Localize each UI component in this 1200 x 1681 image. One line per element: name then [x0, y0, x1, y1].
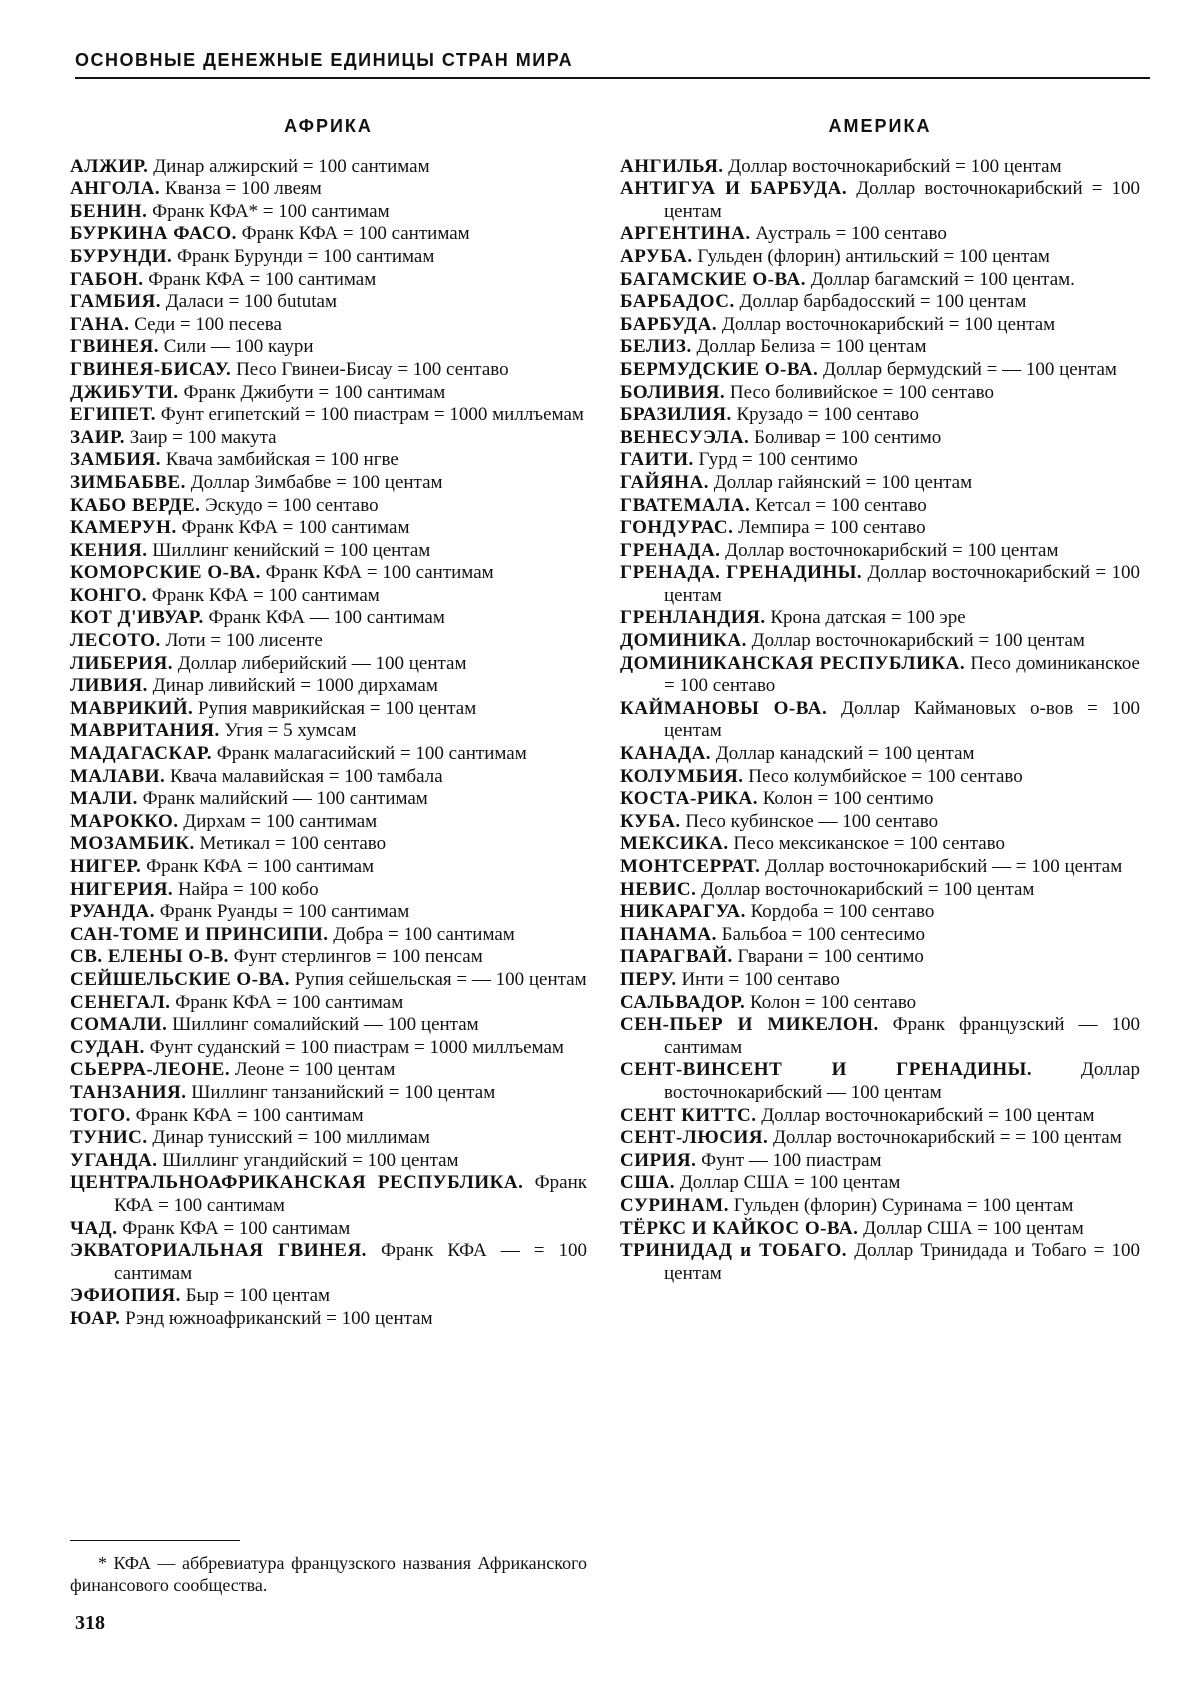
africa-entry — [70, 1150, 587, 1173]
country-name: СЬЕРРА-ЛЕОНЕ. — [70, 1059, 231, 1081]
country-name: БЕРМУДСКИЕ О-ВА. — [620, 358, 819, 380]
country-name: МОНТСЕРРАТ. — [620, 856, 761, 877]
country-name: СЕНТ КИТТС. — [620, 1104, 757, 1126]
africa-entry — [70, 291, 587, 314]
country-name: США. — [620, 1172, 676, 1194]
country-name: ГАБОН. — [70, 268, 144, 290]
africa-entry — [70, 404, 587, 427]
country-name: БАГАМСКИЕ О-ВА. — [620, 268, 806, 290]
america-entry — [620, 1150, 1140, 1173]
country-name: КАБО ВЕРДЕ. — [70, 494, 201, 516]
currency-description: Динар ливийский = 1000 дирхамам — [152, 675, 438, 697]
country-name: НИГЕР. — [70, 856, 142, 877]
africa-entry — [70, 472, 587, 495]
country-name: ЕГИПЕТ. — [70, 404, 157, 426]
currency-description: Франк КФА — 100 сантимам — [208, 607, 445, 629]
country-name: РУАНДА. — [70, 901, 155, 923]
footnote — [70, 1540, 587, 1596]
africa-entry — [70, 314, 587, 337]
africa-entry — [70, 540, 587, 563]
country-name: ДЖИБУТИ. — [70, 381, 179, 403]
currency-description: Франк КФА = 100 сантимам — [148, 268, 377, 290]
africa-entry — [70, 607, 587, 630]
country-name: ЛЕСОТО. — [70, 630, 161, 652]
country-name: МАВРИТАНИЯ. — [70, 720, 220, 742]
country-name: БЕЛИЗ. — [620, 336, 692, 358]
country-name: БАРБАДОС. — [620, 291, 735, 313]
africa-entry — [70, 630, 587, 653]
currency-description: Рэнд южноафриканский = 100 центам — [125, 1307, 433, 1329]
country-name: САН-ТОМЕ И ПРИНСИПИ. — [70, 923, 329, 945]
currency-description: Фунт стерлингов = 100 пенсам — [233, 946, 483, 968]
country-name: ГАНА. — [70, 313, 130, 335]
america-entry — [620, 1218, 1140, 1241]
africa-entry — [70, 1059, 587, 1082]
currency-description: Гульден (флорин) Суринама = 100 центам — [733, 1194, 1074, 1216]
country-name: ГРЕНЛАНДИЯ. — [620, 607, 766, 629]
america-entry — [620, 924, 1140, 947]
africa-entry — [70, 653, 587, 676]
currency-description: Доллар восточнокарибский — = 100 центам — [765, 856, 1123, 877]
currency-description: Доллар Белиза = 100 центам — [696, 336, 927, 358]
currency-description: Франк КФА = 100 сантимам — [114, 1172, 587, 1216]
page-number: 318 — [75, 1612, 105, 1634]
country-name: ЛИБЕРИЯ. — [70, 652, 174, 674]
america-entry — [620, 449, 1140, 472]
country-name: МАДАГАСКАР. — [70, 743, 212, 765]
america-entry — [620, 336, 1140, 359]
america-entry — [620, 382, 1140, 405]
currency-description: Квача замбийская = 100 нгве — [165, 449, 399, 471]
country-name: АНТИГУА И БАРБУДА. — [620, 178, 848, 200]
country-name: СЕНТ-ВИНСЕНТ И ГРЕНАДИНЫ. — [620, 1059, 1033, 1081]
country-name: БУРКИНА ФАСО. — [70, 223, 237, 245]
africa-entry — [70, 1172, 587, 1217]
country-name: КОТ Д'ИВУАР. — [70, 607, 204, 629]
currency-description: Динар тунисский = 100 миллимам — [152, 1127, 430, 1149]
africa-entry — [70, 788, 587, 811]
africa-entry — [70, 562, 587, 585]
currency-description: Доллар восточнокарибский = 100 центам — [761, 1104, 1095, 1126]
america-entry — [620, 992, 1140, 1015]
country-name: КЕНИЯ. — [70, 539, 148, 561]
africa-entry — [70, 811, 587, 834]
country-name: СЕЙШЕЛЬСКИЕ О-ВА. — [70, 968, 290, 990]
country-name: АНГИЛЬЯ. — [620, 155, 724, 177]
america-entry — [620, 495, 1140, 518]
africa-entry — [70, 382, 587, 405]
africa-entry — [70, 1014, 587, 1037]
country-name: ТЁРКС И КАЙКОС О-ВА. — [620, 1217, 859, 1239]
currency-description: Франк КФА = 100 сантимам — [265, 562, 494, 584]
currency-description: Быр = 100 центам — [185, 1285, 331, 1307]
country-name: ГВИНЕЯ. — [70, 336, 159, 358]
africa-entry — [70, 156, 587, 179]
currency-description: Франк КФА = 100 сантимам — [135, 1104, 364, 1126]
currency-description: Доллар восточнокарибский = 100 центам — [728, 155, 1062, 177]
country-name: НЕВИС. — [620, 878, 697, 900]
america-entry — [620, 1172, 1140, 1195]
currency-description: Фунт суданский = 100 пиастрам = 1000 миллъемам — [149, 1036, 564, 1058]
currency-description: Гварани = 100 сентимо — [737, 946, 924, 968]
america-entry — [620, 156, 1140, 179]
currency-description: Гульден (флорин) антильский = 100 центам — [697, 245, 1050, 267]
currency-description: Франк малагасийский = 100 сантимам — [216, 743, 527, 765]
america-entry — [620, 562, 1140, 607]
country-name: АНГОЛА. — [70, 178, 161, 200]
america-entry — [620, 359, 1140, 382]
country-name: МАВРИКИЙ. — [70, 697, 194, 719]
america-entry — [620, 1127, 1140, 1150]
africa-entry — [70, 901, 587, 924]
country-name: ТАНЗАНИЯ. — [70, 1081, 187, 1103]
country-name: АРГЕНТИНА. — [620, 223, 751, 245]
africa-entry — [70, 743, 587, 766]
america-entry — [620, 833, 1140, 856]
currency-description: Песо колумбийское = 100 сентаво — [748, 765, 1023, 787]
country-name: ГАЙЯНА. — [620, 471, 709, 493]
america-entry — [620, 1014, 1140, 1059]
america-entry — [620, 1059, 1140, 1104]
currency-description: Доллар восточнокарибский — 100 центам — [664, 1059, 1141, 1103]
currency-description: Фунт — 100 пиастрам — [701, 1149, 882, 1171]
country-name: ПАРАГВАЙ. — [620, 946, 733, 968]
country-name: ГВИНЕЯ-БИСАУ. — [70, 358, 232, 380]
africa-entry — [70, 359, 587, 382]
country-name: САЛЬВАДОР. — [620, 991, 746, 1013]
currency-description: Колон = 100 сентимо — [762, 788, 934, 810]
america-entry — [620, 1105, 1140, 1128]
country-name: МАЛАВИ. — [70, 765, 166, 787]
africa-entry — [70, 495, 587, 518]
currency-description: Доллар США = 100 центам — [679, 1172, 901, 1194]
africa-entry — [70, 585, 587, 608]
currency-description: Песо Гвинеи-Бисау = 100 сентаво — [236, 358, 509, 380]
america-entry — [620, 427, 1140, 450]
currency-description: Квача малавийская = 100 тамбала — [169, 765, 443, 787]
currency-description: Найра = 100 кобо — [177, 878, 319, 900]
africa-entry — [70, 766, 587, 789]
country-name: УГАНДА. — [70, 1149, 158, 1171]
currency-description: Доллар восточнокарибский = 100 центам — [701, 878, 1035, 900]
currency-description: Франк Джибути = 100 сантимам — [183, 381, 446, 403]
country-name: КАЙМАНОВЫ О-ВА. — [620, 697, 828, 719]
country-name: БОЛИВИЯ. — [620, 381, 726, 403]
currency-description: Даласи = 100 бututам — [165, 291, 337, 313]
country-name: ЧАД. — [70, 1217, 118, 1239]
america-entry — [620, 246, 1140, 269]
country-name: БАРБУДА. — [620, 313, 718, 335]
currency-description: Франк КФА = 100 сантимам — [241, 223, 470, 245]
country-name: ДОМИНИКА. — [620, 630, 747, 652]
america-entry — [620, 178, 1140, 223]
currency-description: Доллар восточнокарибский = 100 центам — [721, 313, 1056, 335]
currency-description: Заир = 100 макута — [129, 426, 277, 448]
country-name: КОМОРСКИЕ О-ВА. — [70, 562, 261, 584]
currency-description: Доллар восточнокарибский = 100 центам — [725, 539, 1059, 561]
currency-description: Эскудо = 100 сентаво — [205, 494, 379, 516]
country-name: ТУНИС. — [70, 1127, 148, 1149]
country-name: СОМАЛИ. — [70, 1014, 168, 1036]
country-name: ЭФИОПИЯ. — [70, 1285, 181, 1307]
currency-description: Гурд = 100 сентимо — [698, 449, 858, 471]
america-entry — [620, 811, 1140, 834]
country-name: ЗАИР. — [70, 426, 126, 448]
currency-description: Фунт египетский = 100 пиастрам = 1000 миллъемам — [160, 404, 584, 426]
country-name: МАЛИ. — [70, 788, 138, 810]
america-entry — [620, 969, 1140, 992]
country-name: ДОМИНИКАНСКАЯ РЕСПУБЛИКА. — [620, 652, 966, 674]
africa-entry — [70, 969, 587, 992]
africa-entry — [70, 879, 587, 902]
country-name: НИГЕРИЯ. — [70, 878, 174, 900]
currency-description: Франк КФА = 100 сантимам — [122, 1217, 351, 1239]
country-name: МОЗАМБИК. — [70, 833, 195, 855]
country-name: ГВАТЕМАЛА. — [620, 494, 751, 516]
currency-description: Доллар восточнокарибский = 100 центам — [664, 178, 1140, 222]
currency-description: Динар алжирский = 100 сантимам — [153, 155, 430, 177]
currency-description: Доллар Тринидада и Тобаго = 100 центам — [664, 1240, 1140, 1284]
country-name: ГОНДУРАС. — [620, 517, 734, 539]
currency-description: Кванза = 100 лвеям — [164, 178, 322, 200]
africa-entry — [70, 720, 587, 743]
currency-description: Песо доминиканское = 100 сентаво — [664, 652, 1140, 697]
currency-description: Угия = 5 хумсам — [224, 720, 357, 742]
currency-description: Лемпира = 100 сентаво — [738, 517, 926, 539]
currency-description: Боливар = 100 сентимо — [754, 426, 942, 448]
africa-entry — [70, 1285, 587, 1308]
africa-entry — [70, 924, 587, 947]
currency-description: Доллар бермудский = — 100 центам — [823, 358, 1117, 380]
country-name: ГАИТИ. — [620, 449, 694, 471]
africa-entry — [70, 1218, 587, 1241]
america-entries-list — [620, 156, 1140, 1286]
currency-description: Кордоба = 100 сентаво — [750, 901, 935, 923]
currency-description: Бальбоа = 100 сентесимо — [721, 923, 925, 945]
africa-entry — [70, 336, 587, 359]
country-name: ТРИНИДАД и ТОБАГО. — [620, 1240, 848, 1262]
currency-description: Доллар восточнокарибский = = 100 центам — [772, 1127, 1122, 1149]
currency-description: Доллар барбадосский = 100 центам — [739, 291, 1027, 313]
africa-column — [70, 115, 587, 1330]
africa-entry — [70, 1308, 587, 1331]
america-entry — [620, 404, 1140, 427]
currency-description: Сили — 100 каури — [163, 336, 314, 358]
currency-description: Лоти = 100 лисенте — [165, 630, 323, 652]
currency-description: Крона датская = 100 эре — [770, 607, 966, 629]
africa-entry — [70, 178, 587, 201]
country-name: БУРУНДИ. — [70, 245, 173, 267]
africa-entry — [70, 427, 587, 450]
america-entry — [620, 743, 1140, 766]
america-column — [620, 115, 1140, 1285]
africa-section-title: АФРИКА — [284, 116, 373, 136]
africa-entry — [70, 1105, 587, 1128]
africa-entry — [70, 1240, 587, 1285]
country-name: АРУБА. — [620, 245, 693, 267]
america-entry — [620, 607, 1140, 630]
currency-description: Франк КФА* = 100 сантимам — [152, 200, 390, 222]
africa-entry — [70, 449, 587, 472]
country-name: КОСТА-РИКА. — [620, 788, 758, 810]
country-name: СВ. ЕЛЕНЫ О-В. — [70, 946, 229, 968]
country-name: СЕНЕГАЛ. — [70, 991, 171, 1013]
america-entry — [620, 472, 1140, 495]
country-name: ПЕРУ. — [620, 968, 677, 990]
africa-entries-list — [70, 156, 587, 1331]
country-name: ЗИМБАБВЕ. — [70, 471, 186, 493]
currency-description: Кетсал = 100 сентаво — [755, 494, 927, 516]
country-name: ГАМБИЯ. — [70, 291, 161, 313]
currency-description: Франк малийский — 100 сантимам — [142, 788, 428, 810]
america-entry — [620, 269, 1140, 292]
currency-description: Доллар Зимбабве = 100 центам — [190, 471, 443, 493]
country-name: ЗАМБИЯ. — [70, 449, 161, 471]
country-name: КАМЕРУН. — [70, 517, 177, 539]
america-entry — [620, 698, 1140, 743]
country-name: НИКАРАГУА. — [620, 901, 746, 923]
currency-description: Песо боливийское = 100 сентаво — [729, 381, 994, 403]
country-name: СИРИЯ. — [620, 1149, 697, 1171]
currency-description: Франк КФА = 100 сантимам — [181, 517, 410, 539]
country-name: ГРЕНАДА. — [620, 539, 721, 561]
currency-description: Франк КФА = 100 сантимам — [151, 584, 380, 606]
currency-description: Франк Руанды = 100 сантимам — [159, 901, 410, 923]
currency-description: Добра = 100 сантимам — [333, 923, 515, 945]
africa-entry — [70, 269, 587, 292]
africa-entry — [70, 833, 587, 856]
country-name: МЕКСИКА. — [620, 833, 729, 855]
currency-description: Доллар канадский = 100 центам — [715, 743, 975, 765]
america-entry — [620, 901, 1140, 924]
america-entry — [620, 879, 1140, 902]
america-entry — [620, 653, 1140, 698]
country-name: СЕН-ПЬЕР И МИКЕЛОН. — [620, 1014, 879, 1036]
currency-description: Седи = 100 песева — [134, 313, 282, 335]
country-name: ЦЕНТРАЛЬНОАФРИКАНСКАЯ РЕСПУБЛИКА. — [70, 1172, 524, 1194]
country-name: КАНАДА. — [620, 743, 712, 765]
america-entry — [620, 223, 1140, 246]
america-entry — [620, 630, 1140, 653]
america-entry — [620, 766, 1140, 789]
currency-description: Шиллинг угандийский = 100 центам — [162, 1149, 459, 1171]
country-name: КУБА. — [620, 810, 681, 832]
africa-entry — [70, 201, 587, 224]
america-entry — [620, 1195, 1140, 1218]
america-entry — [620, 1240, 1140, 1285]
country-name: КОНГО. — [70, 584, 148, 606]
country-name: СУРИНАМ. — [620, 1194, 729, 1216]
country-name: АЛЖИР. — [70, 155, 149, 177]
america-entry — [620, 291, 1140, 314]
africa-entry — [70, 1082, 587, 1105]
currency-description: Доллар США = 100 центам — [863, 1217, 1084, 1239]
currency-description: Доллар восточнокарибский = 100 центам — [664, 562, 1140, 606]
currency-description: Леоне = 100 центам — [234, 1059, 396, 1081]
currency-description: Песо мексиканское = 100 сентаво — [733, 833, 1005, 855]
america-section-title: АМЕРИКА — [828, 116, 932, 136]
africa-entry — [70, 1037, 587, 1060]
africa-entry — [70, 675, 587, 698]
country-name: ГРЕНАДА. ГРЕНАДИНЫ. — [620, 562, 863, 584]
currency-description: Франк КФА = 100 сантимам — [146, 856, 375, 877]
america-entry — [620, 856, 1140, 879]
country-name: ЭКВАТОРИАЛЬНАЯ ГВИНЕЯ. — [70, 1240, 367, 1262]
currency-description: Песо кубинское — 100 сентаво — [685, 810, 939, 832]
currency-description: Франк французский — 100 сантимам — [664, 1014, 1140, 1058]
currency-description: Рупия маврикийская = 100 центам — [198, 697, 477, 719]
currency-description: Доллар либерийский — 100 центам — [177, 652, 467, 674]
africa-entry — [70, 946, 587, 969]
currency-description: Доллар Каймановых о-вов = 100 центам — [664, 697, 1141, 742]
country-name: КОЛУМБИЯ. — [620, 765, 744, 787]
country-name: МАРОККО. — [70, 810, 179, 832]
africa-entry — [70, 1127, 587, 1150]
currency-description: Инти = 100 сентаво — [681, 968, 840, 990]
africa-entry — [70, 246, 587, 269]
currency-description: Рупия сейшельская = — 100 центам — [294, 968, 587, 990]
country-name: БЕНИН. — [70, 200, 148, 222]
currency-description: Доллар багамский = 100 центам. — [810, 268, 1075, 290]
country-name: БРАЗИЛИЯ. — [620, 404, 732, 426]
currency-description: Колон = 100 сентаво — [750, 991, 917, 1013]
currency-description: Франк КФА — = 100 сантимам — [114, 1240, 588, 1284]
currency-description: Метикал = 100 сентаво — [199, 833, 387, 855]
country-name: СЕНТ-ЛЮСИЯ. — [620, 1127, 769, 1149]
america-entry — [620, 788, 1140, 811]
currency-description: Франк КФА = 100 сантимам — [175, 991, 404, 1013]
currency-description: Крузадо = 100 сентаво — [736, 404, 920, 426]
currency-description: Доллар гайянский = 100 центам — [713, 471, 973, 493]
country-name: ТОГО. — [70, 1104, 131, 1126]
country-name: СУДАН. — [70, 1036, 145, 1058]
currency-description: Доллар восточнокарибский = 100 центам — [751, 630, 1085, 652]
africa-entry — [70, 223, 587, 246]
country-name: ВЕНЕСУЭЛА. — [620, 426, 750, 448]
currency-description: Шиллинг кенийский = 100 центам — [152, 539, 431, 561]
currency-description: Шиллинг танзанийский = 100 центам — [191, 1081, 496, 1103]
africa-entry — [70, 698, 587, 721]
currency-description: Дирхам = 100 сантимам — [183, 810, 378, 832]
currency-description: Аустраль = 100 сентаво — [755, 223, 947, 245]
america-entry — [620, 517, 1140, 540]
page-header: ОСНОВНЫЕ ДЕНЕЖНЫЕ ЕДИНИЦЫ СТРАН МИРА — [75, 50, 1150, 79]
africa-entry — [70, 517, 587, 540]
africa-entry — [70, 856, 587, 879]
country-name: ЛИВИЯ. — [70, 675, 148, 697]
country-name: ЮАР. — [70, 1307, 121, 1329]
country-name: ПАНАМА. — [620, 923, 717, 945]
currency-description: Франк Бурунди = 100 сантимам — [177, 245, 435, 267]
footnote-text: * КФА — аббревиатура французского названия Африканского финансового сообщества. — [70, 1553, 587, 1595]
america-entry — [620, 540, 1140, 563]
america-entry — [620, 314, 1140, 337]
currency-description: Шиллинг сомалийский — 100 центам — [172, 1014, 479, 1036]
africa-entry — [70, 992, 587, 1015]
america-entry — [620, 946, 1140, 969]
